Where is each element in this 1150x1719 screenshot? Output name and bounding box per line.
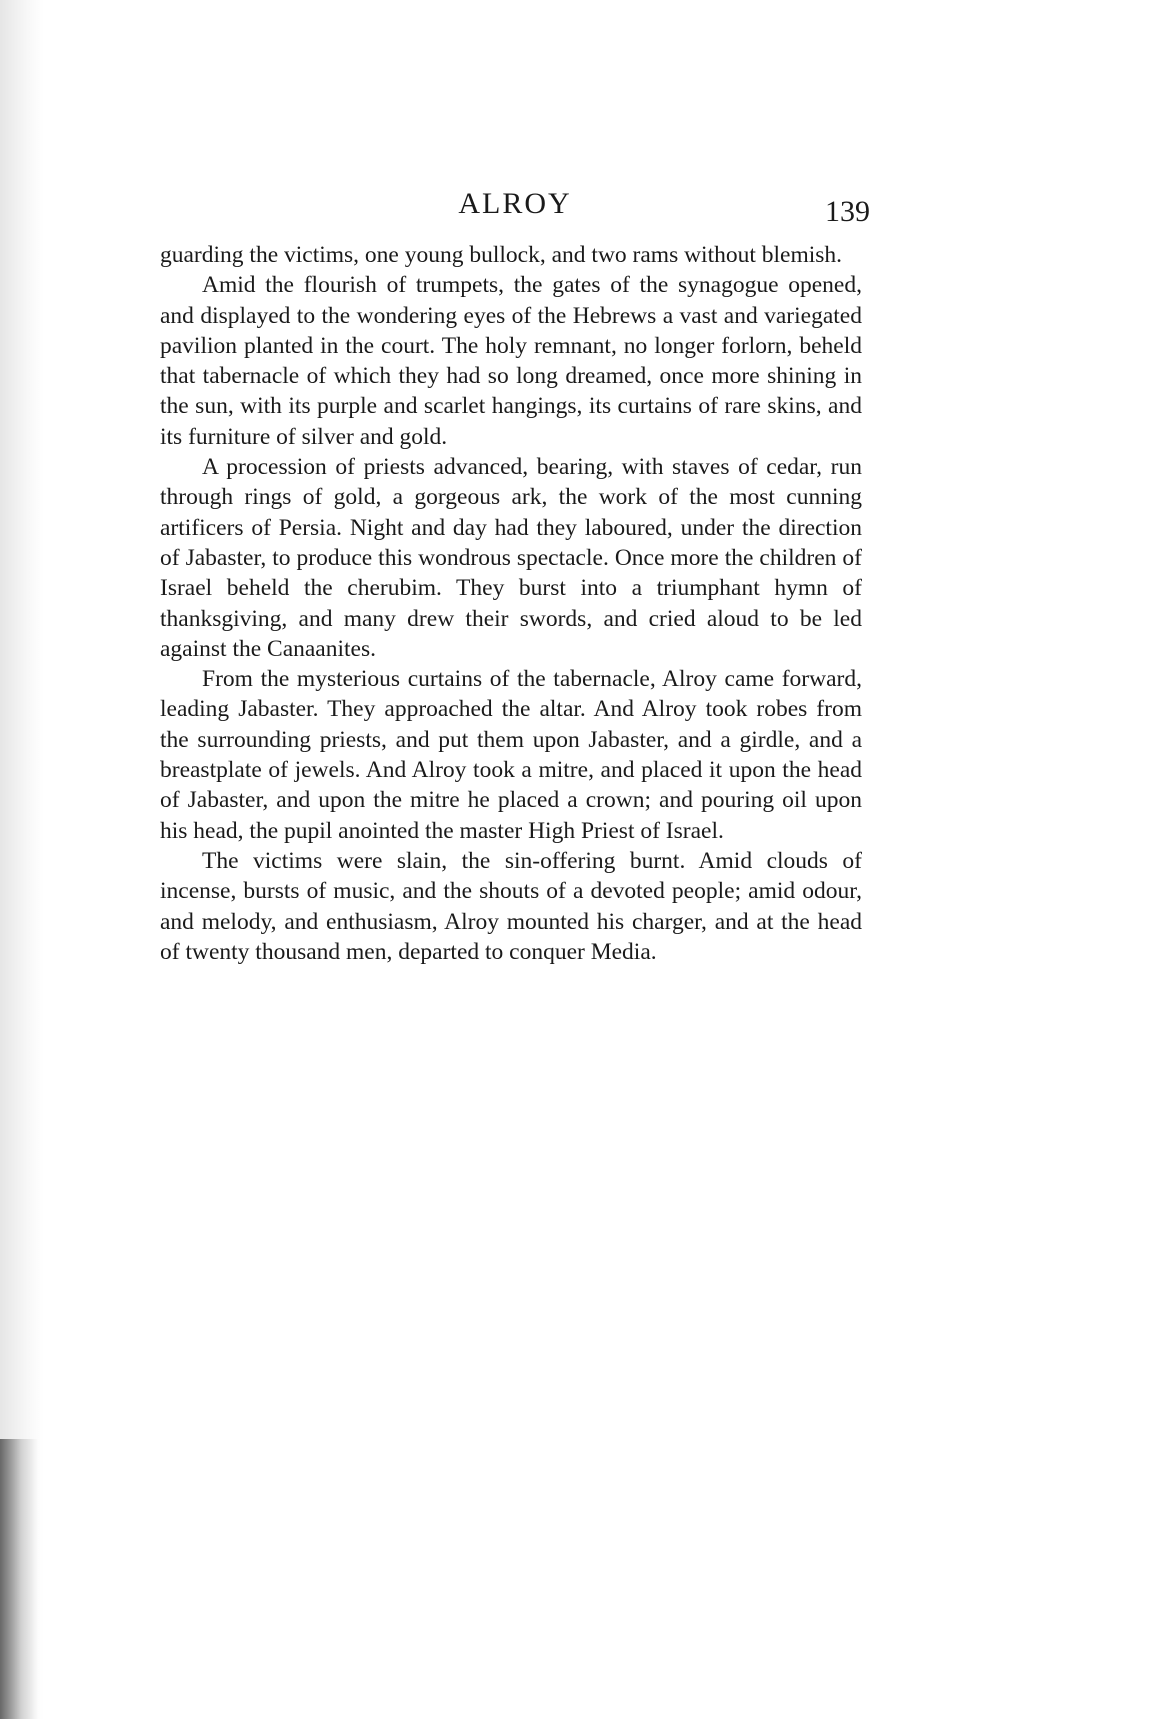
paragraph: From the mysterious curtains of the tabernacle, Alroy came forward, leading Jabaster. They approached the altar. And Alroy took robes from the surrounding priests, and put them upon Jabaster, and a girdle, and a breastplate of jewels. And Alroy took a mitre, and placed it upon the head of Jabaster, and upon the mitre he placed a crown; and pouring oil upon his head, the pupil anointed the master High Priest of Israel. — [160, 666, 862, 844]
page-gutter-shadow — [0, 0, 44, 1719]
running-head — [160, 186, 870, 236]
paragraph: Amid the flourish of trumpets, the gates of the synagogue opened, and displayed to the wondering eyes of the Hebrews a vast and variegated pavilion planted in the court. The holy remnant, no longer forlorn, beheld that tabernacle of which they had so long dreamed, once more shining in the sun, with its purple and scarlet hangings, its curtains of rare skins, and its furniture of silver and gold. — [160, 272, 862, 450]
paragraph: The victims were slain, the sin-offering burnt. Amid clouds of incense, bursts of music, and the shouts of a devoted people; amid odour, and melody, and enthusiasm, Alroy mounted his charger, and at the head of twenty thousand men, departed to conquer Media. — [160, 847, 862, 965]
paragraph: A procession of priests advanced, bearing, with staves of cedar, run through rings of gold, a gorgeous ark, the work of the most cunning artificers of Persia. Night and day had they laboured, under the direction of Jabaster, to produce this wondrous spectacle. Once more the children of Israel beheld the cherubim. They burst into a triumphant hymn of thanksgiving, and many drew their swords, and cried aloud to be led against the Canaanites. — [160, 454, 862, 662]
running-title: ALROY — [458, 187, 572, 220]
paragraph-continued: guarding the victims, one young bullock, and two rams without blemish. — [160, 242, 843, 268]
body-text — [160, 240, 862, 967]
page-number: 139 — [825, 195, 870, 228]
